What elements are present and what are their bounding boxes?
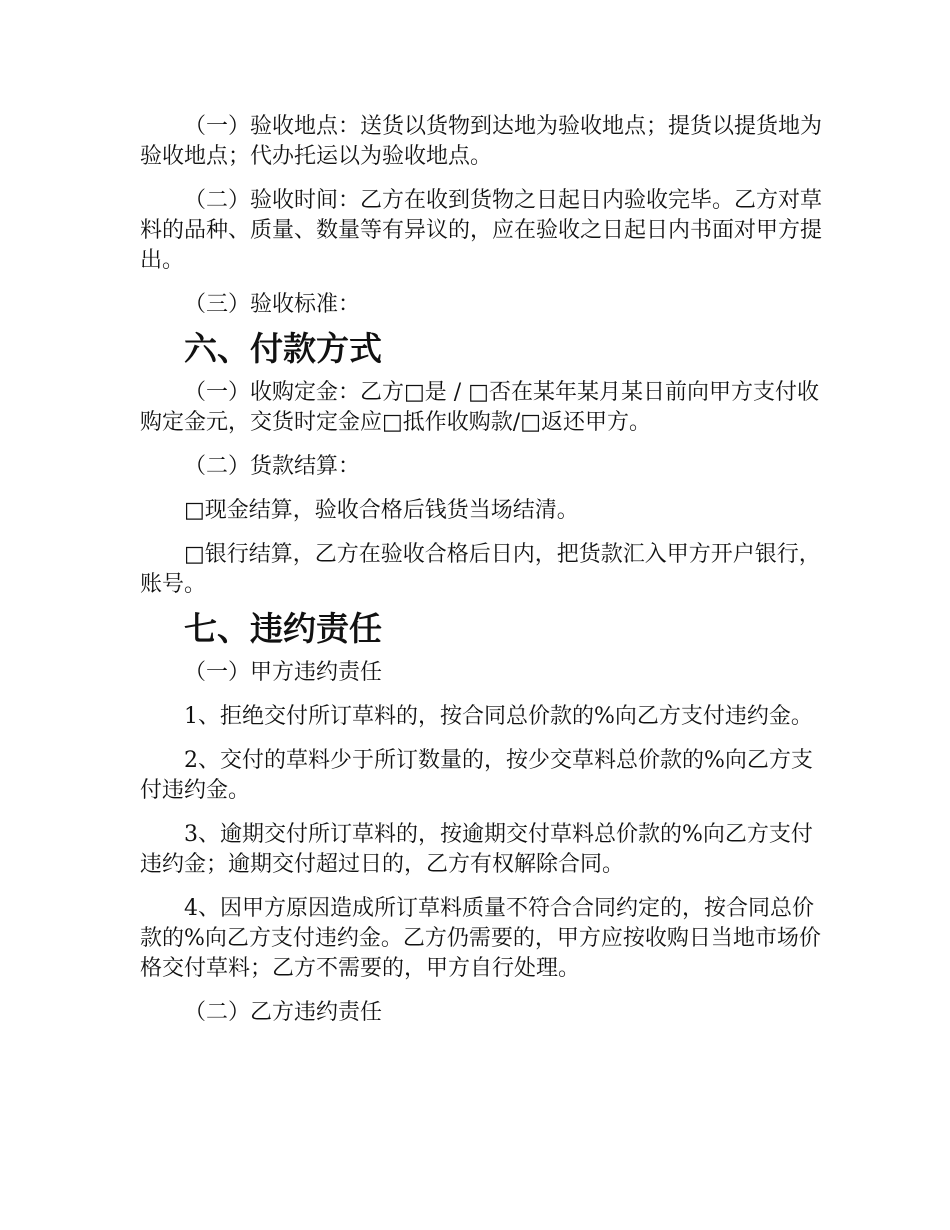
paragraph-cash-settlement: □现金结算，验收合格后钱货当场结清。 (184, 498, 579, 523)
paragraph-refuse-delivery: 1、拒绝交付所订草料的，按合同总价款的%向乙方支付违约金。 (184, 704, 813, 729)
paragraph-party-a-liability: （一）甲方违约责任 (184, 660, 383, 685)
paragraph-payment-settlement: （二）货款结算： (184, 454, 361, 479)
paragraph-bank-settlement: □银行结算，乙方在验收合格后日内，把货款汇入甲方开户银行，账号。 (140, 542, 821, 597)
paragraph-acceptance-standard: （三）验收标准： (184, 292, 361, 317)
paragraph-purchase-deposit: （一）收购定金：乙方□是 / □否在某年某月某日前向甲方支付收购定金元，交货时定金应□抵作收购款/□返还甲方。 (140, 380, 819, 435)
paragraph-acceptance-time: （二）验收时间：乙方在收到货物之日起日内验收完毕。乙方对草料的品种、质量、数量等有异议的，应在验收之日起日内书面对甲方提出。 (140, 188, 823, 273)
paragraph-late-delivery: 3、逾期交付所订草料的，按逾期交付草料总价款的%向乙方支付违约金；逾期交付超过日的，乙方有权解除合同。 (140, 822, 813, 877)
paragraph-acceptance-location: （一）验收地点：送货以货物到达地为验收地点；提货以提货地为验收地点；代办托运以为验收地点。 (140, 114, 823, 169)
paragraph-quality-defect: 4、因甲方原因造成所订草料质量不符合合同约定的，按合同总价款的%向乙方支付违约金。乙方仍需要的，甲方应按收购日当地市场价格交付草料；乙方不需要的，甲方自行处理。 (140, 896, 821, 981)
paragraph-short-delivery: 2、交付的草料少于所订数量的，按少交草料总价款的%向乙方支付违约金。 (140, 748, 813, 803)
section-heading-payment-method: 六、付款方式 (184, 329, 382, 368)
paragraph-party-b-liability: （二）乙方违约责任 (184, 1000, 383, 1025)
document-page (140, 112, 830, 1042)
section-heading-liability: 七、违约责任 (184, 609, 382, 648)
